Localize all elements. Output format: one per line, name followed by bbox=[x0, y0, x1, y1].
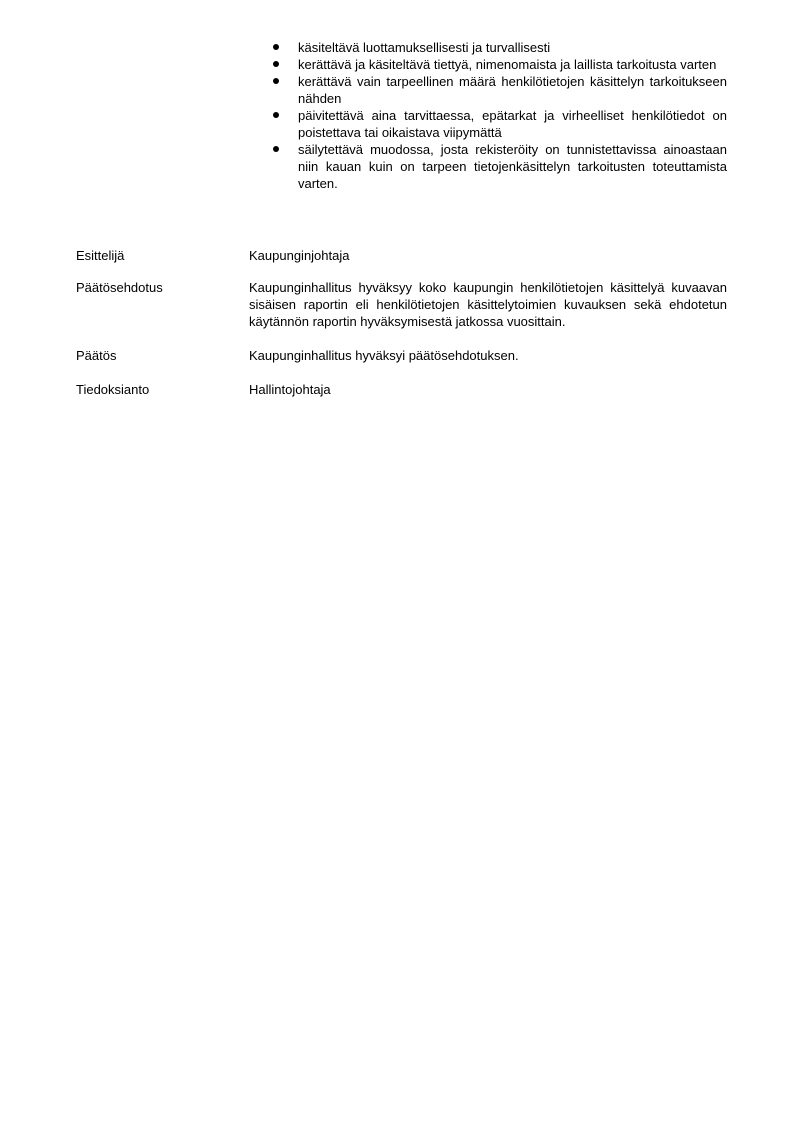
list-item bbox=[271, 73, 727, 107]
proposal-label: Päätösehdotus bbox=[76, 280, 163, 295]
list-item-text: päivitettävä aina tarvittaessa, epätarkat ja virheelliset henkilötiedot on poistettava tai oikaistava viipymättä bbox=[298, 108, 727, 140]
list-item-text: käsiteltävä luottamuksellisesti ja turvallisesti bbox=[298, 40, 551, 55]
notice-value: Hallintojohtaja bbox=[249, 382, 331, 397]
list-item bbox=[271, 141, 727, 192]
bullet-icon bbox=[273, 146, 279, 152]
bullet-icon bbox=[273, 112, 279, 118]
decision-value: Kaupunginhallitus hyväksyi päätösehdotuksen. bbox=[249, 348, 519, 363]
notice-label: Tiedoksianto bbox=[76, 382, 150, 397]
list-item-text: säilytettävä muodossa, josta rekisteröity on tunnistettavissa ainoastaan niin kauan kuin on tarpeen tietojenkäsittelyn tarkoitusten toteuttamista varten. bbox=[298, 142, 727, 191]
bullet-icon bbox=[273, 44, 279, 50]
list-item-text: kerättävä vain tarpeellinen määrä henkilötietojen käsittelyn tarkoitukseen nähden bbox=[298, 74, 727, 106]
decision-label: Päätös bbox=[76, 348, 117, 363]
list-item-text: kerättävä ja käsiteltävä tiettyä, nimenomaista ja laillista tarkoitusta varten bbox=[298, 57, 717, 72]
requirements-bullet-list bbox=[271, 39, 727, 192]
list-item bbox=[271, 56, 727, 73]
presenter-value: Kaupunginjohtaja bbox=[249, 248, 350, 263]
proposal-value: Kaupunginhallitus hyväksyy koko kaupungin henkilötietojen käsittelyä kuvaavan sisäisen raportin eli henkilötietojen käsittelytoimien kuvauksen sekä ehdotetun käytännön raportin hyväksymisestä jatkossa vuosittain. bbox=[249, 280, 727, 329]
bullet-icon bbox=[273, 61, 279, 67]
list-item bbox=[271, 107, 727, 141]
list-item bbox=[271, 39, 727, 56]
presenter-label: Esittelijä bbox=[76, 248, 125, 263]
bullet-icon bbox=[273, 78, 279, 84]
